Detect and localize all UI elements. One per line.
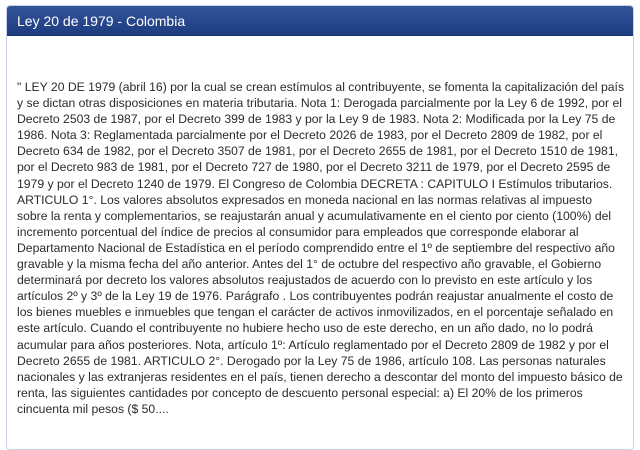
document-body bbox=[7, 36, 633, 417]
law-text-paragraph: " LEY 20 DE 1979 (abril 16) por la cual se crean estímulos al contribuyente, se fomenta la capitalización del país y se dictan otras disposiciones en materia tributaria. Nota 1: Derogada parcialmente por la Ley 6 de 1992, por el Decreto 2503 de 1987, por el Decreto 399 de 1983 y por la Ley 9 de 1983. Nota 2: Modificada por la Ley 75 de 1986. Nota 3: Reglamentada parcialmente por el Decreto 2026 de 1983, por el Decreto 2809 de 1982, por el Decreto 634 de 1982, por el Decreto 3507 de 1981, por el Decreto 2655 de 1981, por el Decreto 1510 de 1981, por el Decreto 983 de 1981, por el Decreto 727 de 1980, por el Decreto 3211 de 1979, por el Decreto 2595 de 1979 y por el Decreto 1240 de 1979. El Congreso de Colombia DECRETA : CAPITULO I Estímulos tributarios. ARTICULO 1°. Los valores absolutos expresados en moneda nacional en las normas relativas al impuesto sobre la renta y complementarios, se reajustarán anual y acumulativamente en el ciento por ciento (100%) del incremento porcentual del índice de precios al consumidor para empleados que corresponde elaborar al Departamento Nacional de Estadística en el período comprendido entre el 1º de septiembre del respectivo año gravable y la misma fecha del año anterior. Antes del 1° de octubre del respectivo año gravable, el Gobierno determinará por decreto los valores absolutos reajustados de acuerdo con lo previsto en este artículo y los artículos 2º y 3º de la Ley 19 de 1976. Parágrafo . Los contribuyentes podrán reajustar anualmente el costo de los bienes muebles e inmuebles que tengan el carácter de activos inmovilizados, en el porcentaje señalado en este artículo. Cuando el contribuyente no hubiere hecho uso de este derecho, en un año dado, no lo podrá acumular para años posteriores. Nota, artículo 1º: Artículo reglamentado por el Decreto 2809 de 1982 y por el Decreto 2655 de 1981. ARTICULO 2°. Derogado por la Ley 75 de 1986, artículo 108. Las personas naturales nacionales y las extranjeras residentes en el país, tienen derecho a descontar del monto del impuesto básico de renta, las siguientes cantidades por concepto de descuento personal especial: a) El 20% de los primeros cincuenta mil pesos ($ 50.... bbox=[17, 80, 625, 416]
panel-title: Ley 20 de 1979 - Colombia bbox=[7, 6, 633, 36]
document-panel bbox=[6, 5, 634, 450]
